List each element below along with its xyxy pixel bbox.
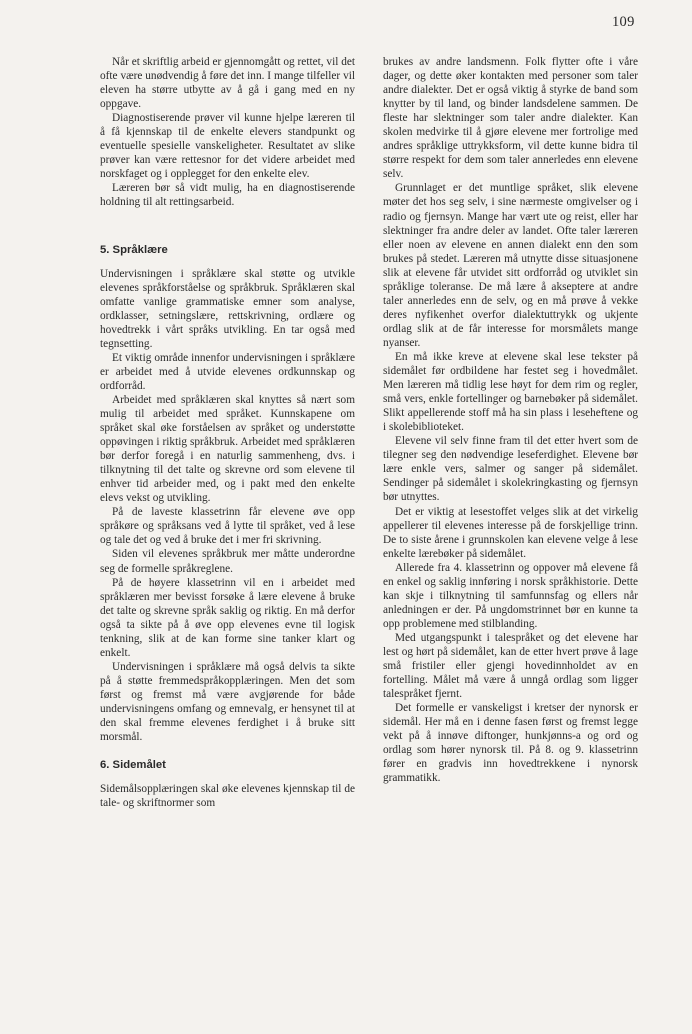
paragraph: Med utgangspunkt i talespråket og det elevene har lest og hørt på sidemålet, kan de etter hvert prøve å lage små fristiler eller gjengi hovedinnholdet av en fortelling. Målet må være å unngå ordlag som ligger talespråket fjernt. — [383, 631, 638, 701]
paragraph: Arbeidet med språklæren skal knyttes så nært som mulig til arbeidet med språket. Kunnskapene om språket skal øke forståelsen av språket og understøtte oppøvingen i riktig språkbruk. Arbeidet med språklæren bør derfor foregå i en naturlig sammenheng, dvs. i tilknytning til det talte og skrevne ord som elevene til enhver tid arbeider med, og i pakt med den enkelte elevs vekst og utvikling. — [100, 393, 355, 505]
paragraph: På de høyere klassetrinn vil en i arbeidet med språklæren mer bevisst forsøke å lære elevene å bruke det talte og skrevne språk saklig og riktig. En må derfor også ta sikte på å øve opp elevenes evne til logisk tenkning, slik at de kan forme sine tanker klart og enkelt. — [100, 576, 355, 659]
paragraph: Et viktig område innenfor undervisningen i språklære er arbeidet med å utvide elevenes ordkunnskap og ordforråd. — [100, 351, 355, 392]
right-column — [383, 55, 638, 785]
paragraph: Undervisningen i språklære må også delvis ta sikte på å støtte fremmedspråkopplæringen. Men det som først og fremst må være avgjørende for både undervisningens omfang og emnevalg, er hensynet til at den skal fremme elevenes ferdighet i å bruke sitt morsmål. — [100, 660, 355, 744]
section-heading-sidemalet: 6. Sidemålet — [100, 759, 166, 772]
paragraph: Det er viktig at lesestoffet velges slik at det virkelig appellerer til elevenes interesse på de forskjellige trinn. De to siste årene i grunnskolen kan elevene velge å lese enkelte lærebøker på sidemålet. — [383, 505, 638, 560]
section-heading-sprakllaere: 5. Språklære — [100, 243, 168, 256]
paragraph: Diagnostiserende prøver vil kunne hjelpe læreren til å få kjennskap til de enkelte elevers standpunkt og eventuelle spesielle vanskeligheter. Resultatet av slike prøver kan være rettesnor for det videre arbeidet med norskfaget og i opplegget for den enkelte elev. — [100, 112, 355, 181]
paragraph: Allerede fra 4. klassetrinn og oppover må elevene få en enkel og saklig innføring i norsk språkhistorie. Dette kan skje i tilknytning til samfunnsfag og ellers når anledningen er der. På ungdomstrinnet bør en kunne ta opp problemene med stilblanding. — [383, 561, 638, 630]
paragraph: Siden vil elevenes språkbruk mer måtte underordne seg de formelle språkreglene. — [100, 548, 355, 575]
paragraph: Læreren bør så vidt mulig, ha en diagnostiserende holdning til alt rettingsarbeid. — [100, 182, 355, 209]
paragraph: Det formelle er vanskeligst i kretser der nynorsk er sidemål. Her må en i denne fasen først og fremst legge vekt på å innøve diftonger, hunkjønns-a og ord og ordlag som hører nynorsk til. På 8. og 9. klassetrinn fører en gradvis inn hovedtrekkene i nynorsk grammatikk. — [383, 702, 638, 785]
page-number: 109 — [612, 14, 635, 30]
left-column — [100, 55, 355, 810]
paragraph: På de laveste klassetrinn får elevene øve opp språkøre og språksans ved å lytte til språket, ved å lese og tale det og ved å bruke det i mer fri skrivning. — [100, 506, 355, 547]
paragraph: En må ikke kreve at elevene skal lese tekster på sidemålet før ordbildene har festet seg i hovedmålet. Men læreren må tidlig lese høyt for dem rim og regler, små vers, enkle fortellinger og barnebøker på sidemålet. Slikt appellerende stoff må ha sin plass i leseheftene og i skolebiblioteket. — [383, 350, 638, 434]
paragraph: Grunnlaget er det muntlige språket, slik elevene møter det hos seg selv, i sine nærmeste omgivelser og i radio og fjernsyn. Mange har vært ute og reist, eller har slektninger fra andre deler av landet. Ofte taler læreren eller noen av elevene en annen dialekt enn den som brukes på stedet. Læreren må utnytte disse situasjonene slik at elevene får utvidet sitt ordforråd og utviklet sin språklige toleranse. De må lære å akseptere at andre taler annerledes enn de selv, og en må prøve å vekke deres nyfikenhet overfor dialektuttrykk og ukjente ordlag slik at de får interesse for morsmålets mange nyanser. — [383, 182, 638, 349]
paragraph: Når et skriftlig arbeid er gjennomgått og rettet, vil det ofte være unødvendig å føre det inn. I mange tilfeller vil eleven ha større utbytte av å gå i gang med en ny oppgave. — [100, 56, 355, 111]
paragraph: Undervisningen i språklære skal støtte og utvikle elevenes språkforståelse og språkbruk. Språklæren skal omfatte vanlige grammatiske emner som analyse, ordklasser, setningslære, rettskrivning, ordlære og hovedtrekk i vårt språks utvikling. En tar også med tegnsetting. — [100, 267, 355, 350]
paragraph: brukes av andre landsmenn. Folk flytter ofte i våre dager, og dette øker kontakten med personer som taler andre dialekter. Det er også viktig å styrke de band som knytter by til land, og binder landsdelene sammen. De fleste har slektninger som taler andre dialekter. Kan skolen medvirke til å gjøre elevene mer fortrolige med andres språklige uttrykksform, vil dette kunne bidra til større respekt for dem som taler annerledes enn elevene selv. — [383, 56, 638, 181]
paragraph: Elevene vil selv finne fram til det etter hvert som de tilegner seg den nødvendige leseferdighet. Elevene bør lære enkle vers, salmer og sanger på sidemålet. Sendinger på sidemålet i skolekringkasting og fjernsyn bør utnyttes. — [383, 435, 638, 504]
paragraph: Sidemålsopplæringen skal øke elevenes kjennskap til de tale- og skriftnormer som — [100, 783, 355, 810]
